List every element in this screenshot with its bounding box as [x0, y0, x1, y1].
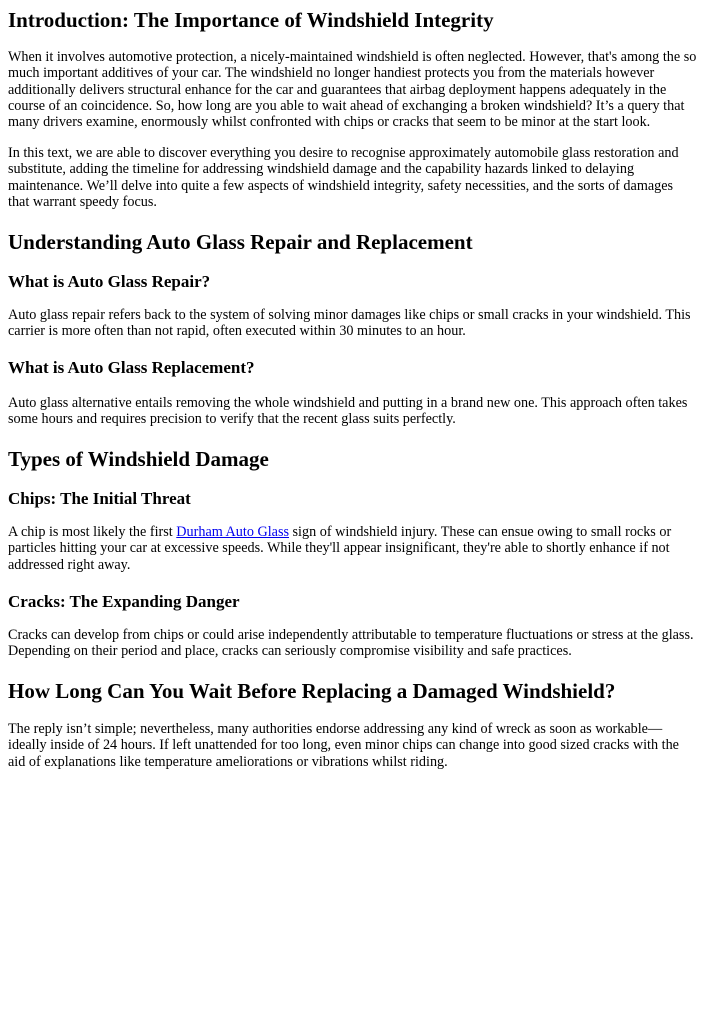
text-line: some hours and requires precision to verify that the recent glass suits perfectly.: [8, 411, 456, 428]
text-line: many drivers examine, enormously whilst confronted with chips or cracks that seem to be minor at the start look.: [8, 114, 651, 131]
chips-paragraph: [8, 524, 671, 573]
text-line: [8, 524, 671, 540]
intro-paragraph-1: [8, 49, 696, 130]
text-line: course of an coincidence. So, how long are you able to wait ahead of exchanging a broken windshield? It’s a query that: [8, 97, 685, 114]
text-line: additionally delivers structural enhance for the car and guarantees that airbag deployment happens adequately in the: [8, 81, 667, 98]
text-line: addressed right away.: [8, 556, 131, 573]
chips-heading: Chips: The Initial Threat: [8, 489, 191, 508]
understanding-heading: Understanding Auto Glass Repair and Replacement: [8, 230, 473, 254]
repair-paragraph: [8, 307, 691, 340]
text-line: ideally inside of 24 hours. If left unattended for too long, even minor chips can change into good sized cracks with the: [8, 737, 679, 754]
intro-paragraph-2: [8, 145, 679, 210]
text-line: In this text, we are able to discover everything you desire to recognise approximately automobile glass restoration and: [8, 145, 679, 161]
text-line: much important additives of your car. The windshield no longer handiest protects you from the materials however: [8, 65, 655, 82]
durham-auto-glass-link[interactable]: Durham Auto Glass: [176, 524, 289, 540]
cracks-heading: Cracks: The Expanding Danger: [8, 592, 240, 611]
text-line: carrier is more often than not rapid, often executed within 30 minutes to an hour.: [8, 323, 466, 340]
text-line: When it involves automotive protection, a nicely-maintained windshield is often neglected. However, that's among the so: [8, 49, 697, 65]
text-line: substitute, adding the timeline for addressing windshield damage and the capability hazards linked to delaying: [8, 161, 635, 178]
cracks-paragraph: [8, 627, 694, 660]
text-line: that warrant speedy focus.: [8, 193, 157, 210]
text-line: Depending on their period and place, cracks can seriously compromise visibility and safe practices.: [8, 643, 572, 660]
text-line: Cracks can develop from chips or could arise independently attributable to temperature fluctuations or stress at the glass.: [8, 627, 694, 643]
replacement-heading: What is Auto Glass Replacement?: [8, 358, 255, 377]
types-heading: Types of Windshield Damage: [8, 447, 269, 471]
chips-text-after: sign of windshield injury. These can ensue owing to small rocks or: [288, 524, 672, 540]
chips-text-before: A chip is most likely the first: [8, 524, 177, 540]
repair-heading: What is Auto Glass Repair?: [8, 272, 211, 291]
text-line: The reply isn’t simple; nevertheless, many authorities endorse addressing any kind of wreck as soon as workable—: [8, 721, 663, 737]
text-line: aid of explanations like temperature ameliorations or vibrations whilst riding.: [8, 753, 448, 770]
text-line: particles hitting your car at excessive speeds. While they'll appear insignificant, they're able to shortly enhance if not: [8, 540, 670, 557]
text-line: maintenance. We’ll delve into quite a few aspects of windshield integrity, safety necessities, and the sorts of damages: [8, 177, 674, 194]
text-line: Auto glass alternative entails removing the whole windshield and putting in a brand new one. This approach often takes: [8, 395, 688, 411]
text-line: Auto glass repair refers back to the system of solving minor damages like chips or small cracks in your windshield. This: [8, 307, 691, 323]
wait-paragraph: [8, 721, 679, 770]
intro-heading: Introduction: The Importance of Windshield Integrity: [8, 8, 494, 32]
replacement-paragraph: [8, 395, 687, 428]
wait-heading: How Long Can You Wait Before Replacing a Damaged Windshield?: [8, 679, 616, 703]
